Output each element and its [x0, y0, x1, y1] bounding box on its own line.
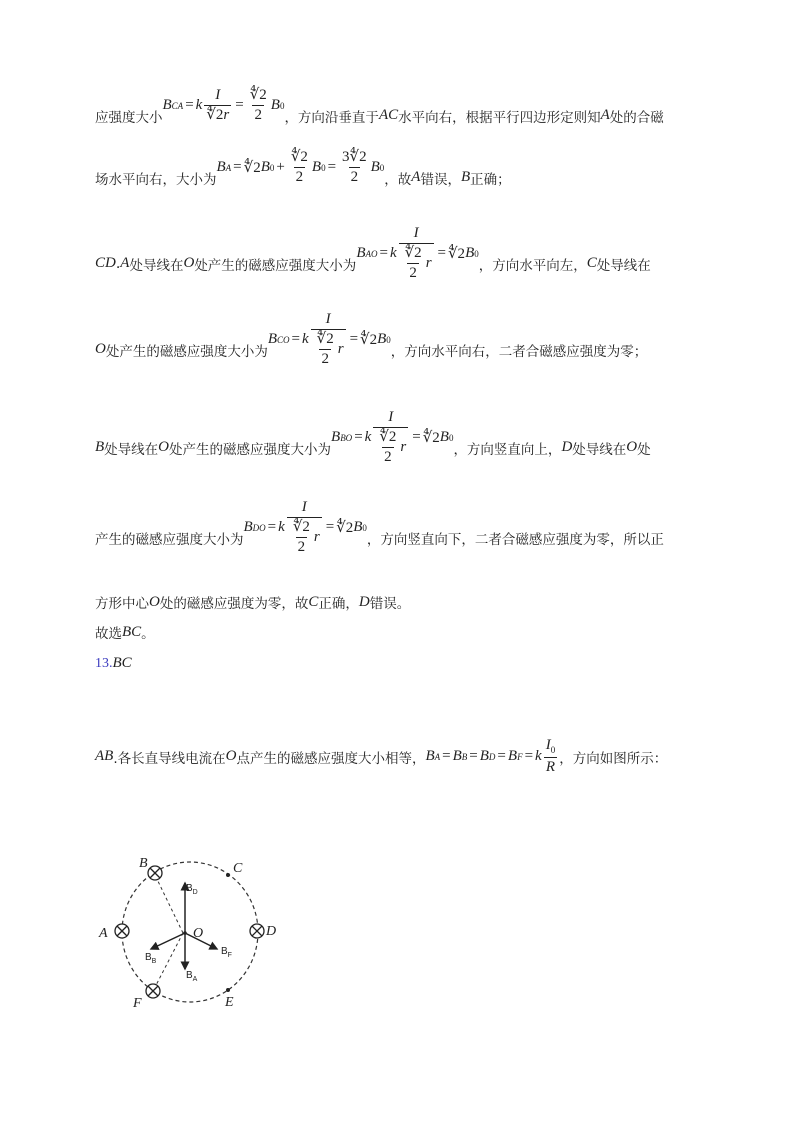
- point-c: [226, 873, 230, 877]
- solution-line-10: AB .各长直导线电流在 O 点产生的磁感应强度大小相等， B A = B B = B D = B F = k $\frac{I_0}{R}$ ，方向如图所示：: [95, 737, 668, 775]
- label-f: F: [133, 996, 142, 1011]
- solution-line-8: 故选 BC 。: [95, 623, 155, 642]
- label-e: E: [225, 995, 234, 1010]
- solution-line-5: B 处导线在 O 处产生的磁感应强度大小为 B BO = k I $\frac{∜2}{2}$ r = ∜2 B 0 ，方向竖直向上， D 处导线在 O 处: [95, 409, 651, 465]
- wire-d-icon: [250, 924, 264, 938]
- wire-b-icon: [148, 866, 162, 880]
- wire-f-icon: [146, 984, 160, 998]
- solution-line-4: O 处产生的磁感应强度大小为 B CO = k I $\frac{∜2}{2}$ r = ∜2 B 0 ，方向水平向右，二者合磁感应强度为零；: [95, 311, 648, 367]
- question-number: 13.: [95, 655, 113, 671]
- label-bd: $B_D$: [186, 883, 198, 896]
- label-o: O: [193, 926, 204, 941]
- magnetic-field-diagram: [95, 845, 295, 1015]
- solution-line-2: 场水平向右，大小为 B A = ∜2 B 0 + $\frac{∜2}{2}$ B 0 = $\frac{3∜2}{2}$ B 0 ，故 A 错误， B 正确；: [95, 149, 511, 188]
- answer-13: 13. BC: [95, 655, 132, 671]
- solution-line-6: 产生的磁感应强度大小为 B DO = k I $\frac{∜2}{2}$ r = ∜2 B 0 ，方向竖直向下，二者合磁感应强度为零，所以正: [95, 499, 664, 555]
- point-e: [226, 988, 230, 992]
- label-a: A: [99, 926, 108, 941]
- formula-ba: B A = ∜2 B 0 + $\frac{∜2}{2}$ B 0 = $\frac{3∜2}{2}$ B 0: [216, 149, 385, 185]
- label-bb: $B_B$: [145, 952, 157, 965]
- formula-bbo: B BO = k I $\frac{∜2}{2}$ r = ∜2 B 0: [331, 409, 454, 465]
- label-bf: $B_F$: [221, 946, 232, 959]
- formula-bao: B AO = k I $\frac{∜2}{2}$ r = ∜2 B 0: [356, 225, 479, 281]
- formula-bdo: B DO = k I $\frac{∜2}{2}$ r = ∜2 B 0: [243, 499, 367, 555]
- arrow-bb: [151, 933, 185, 949]
- formula-b-equal: B A = B B = B D = B F = k $\frac{I_0}{R}$: [425, 737, 556, 775]
- solution-line-7: 方形中心 O 处的磁感应强度为零，故 C 正确， D 错误。: [95, 593, 411, 612]
- label-ba: $B_A$: [186, 970, 198, 983]
- solution-line-1: 应强度大小 B CA = k $\frac{I}{∜2r}$ = $\frac{∜2}{2}$ B 0 ，方向沿垂直于 AC 水平向右，根据平行四边形定则知 A 处的合磁: [95, 87, 664, 126]
- solution-line-3: CD . A 处导线在 O 处产生的磁感应强度大小为 B AO = k I $\frac{∜2}{2}$ r = ∜2 B 0 ，方向水平向左， C 处导线在: [95, 225, 651, 281]
- label-d: D: [266, 924, 277, 939]
- formula-bco: B CO = k I $\frac{∜2}{2}$ r = ∜2 B 0: [267, 311, 391, 367]
- label-c: C: [233, 861, 243, 876]
- formula-bca: B CA = k $\frac{I}{∜2r}$ = $\frac{∜2}{2}$ B 0: [162, 87, 285, 123]
- center-o: [183, 931, 187, 935]
- label-b: B: [139, 856, 148, 871]
- dashed-line-ob: [155, 875, 183, 933]
- wire-a-icon: [115, 924, 129, 938]
